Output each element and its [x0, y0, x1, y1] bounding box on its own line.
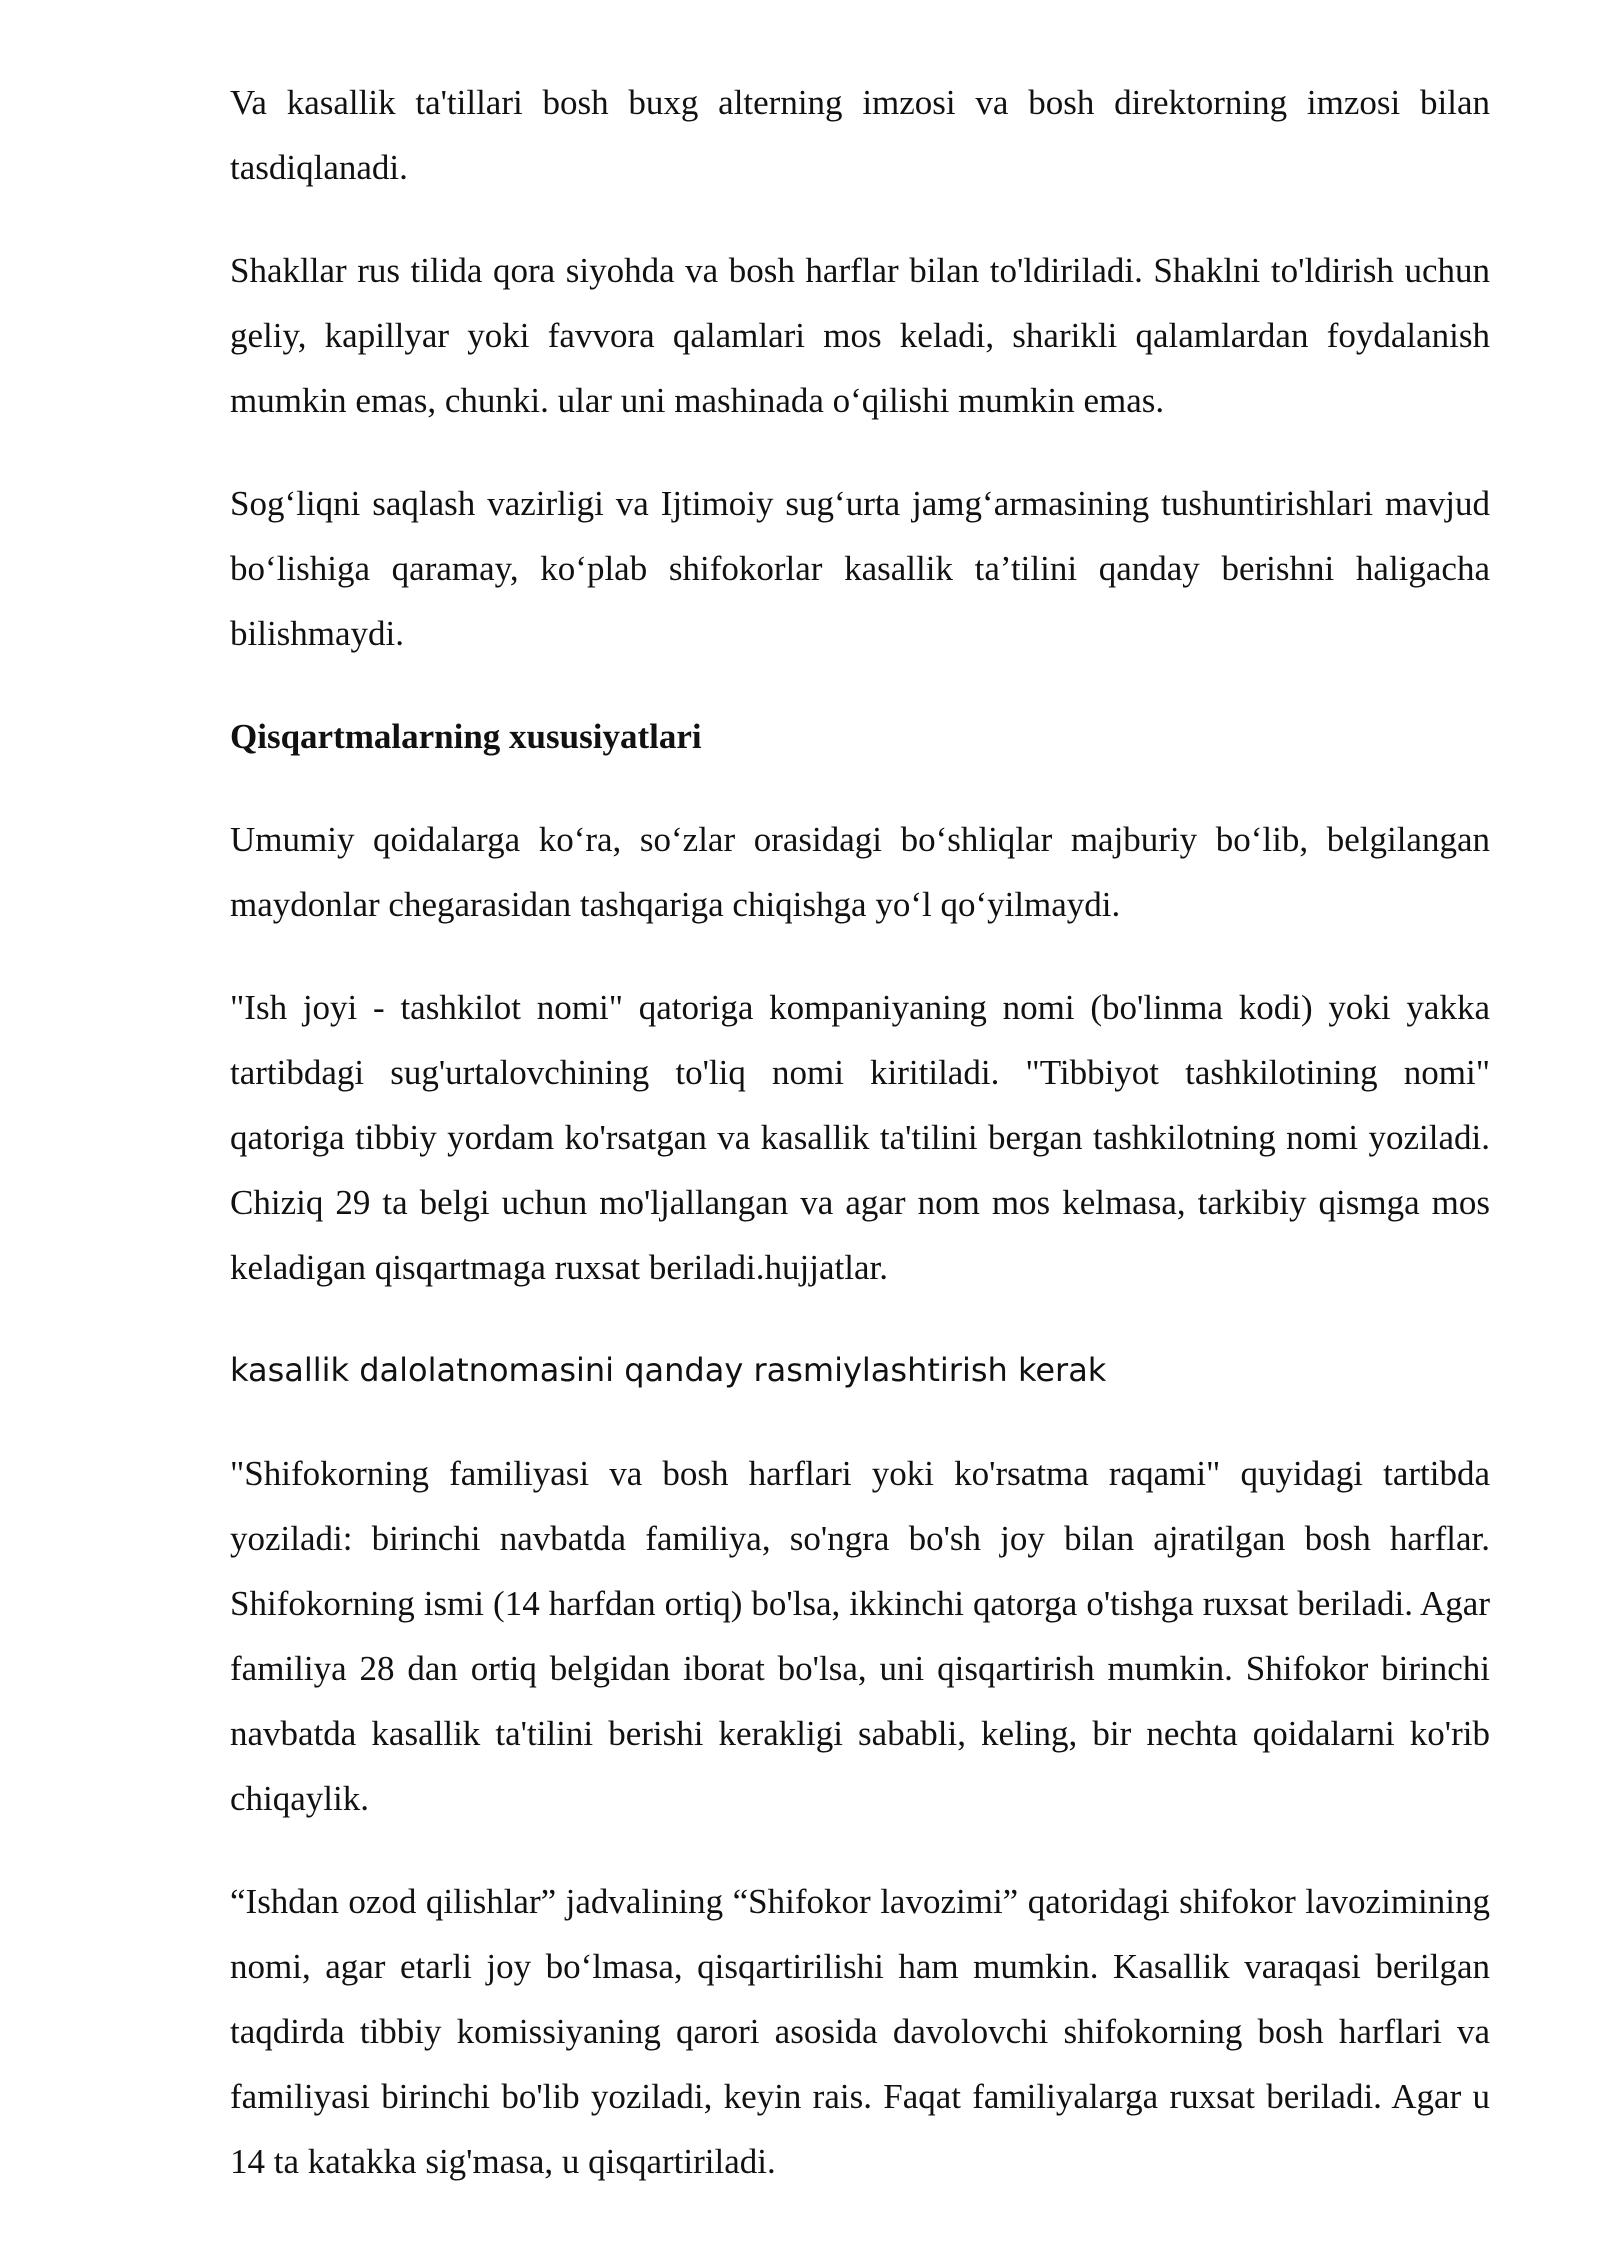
section-heading-how-to-issue: kasallik dalolatnomasini qanday rasmiylashtirish kerak [230, 1351, 1107, 1389]
paragraph-doctor-position: “Ishdan ozod qilishlar” jadvalining “Shifokor lavozimi” qatoridagi shifokor lavozimining nomi, agar etarli joy bo‘lmasa, qisqartirilishi ham mumkin. Kasallik varaqasi berilgan taqdirda tibbiy komissiyaning qarori asosida davolovchi shifokorning bosh harflari va familiyasi birinchi bo'lib yoziladi, keyin rais. Faqat familiyalarga ruxsat beriladi. Agar u 14 ta katakka sig'masa, u qisqartiriladi. [230, 1882, 1490, 2181]
paragraph-ministry-explanations: Sog‘liqni saqlash vazirligi va Ijtimoiy sug‘urta jamg‘armasining tushuntirishlari mavjud bo‘lishiga qaramay, ko‘plab shifokorlar kasallik ta’tilini qanday berishni haligacha bilishmaydi. [230, 484, 1490, 653]
document-page [230, 70, 1490, 2232]
paragraph-form-filling: Shakllar rus tilida qora siyohda va bosh harflar bilan to'ldiriladi. Shaklni to'ldirish uchun geliy, kapillyar yoki favvora qalamlari mos keladi, sharikli qalamlardan foydalanish mumkin emas, chunki. ular uni mashinada o‘qilishi mumkin emas. [230, 251, 1490, 420]
paragraph-spacing-rules: Umumiy qoidalarga ko‘ra, so‘zlar orasidagi bo‘shliqlar majburiy bo‘lib, belgilangan maydonlar chegarasidan tashqariga chiqishga yo‘l qo‘yilmaydi. [230, 820, 1490, 924]
paragraph-doctor-name: "Shifokorning familiyasi va bosh harflari yoki ko'rsatma raqami" quyidagi tartibda yoziladi: birinchi navbatda familiya, so'ngra bo'sh joy bilan ajratilgan bosh harflar. Shifokorning ismi (14 harfdan ortiq) bo'lsa, ikkinchi qatorga o'tishga ruxsat beriladi. Agar familiya 28 dan ortiq belgidan iborat bo'lsa, uni qisqartirish mumkin. Shifokor birinchi navbatda kasallik ta'tilini berishi kerakligi sababli, keling, bir nechta qoidalarni ko'rib chiqaylik. [230, 1454, 1490, 1818]
paragraph-organization-name: "Ish joyi - tashkilot nomi" qatoriga kompaniyaning nomi (bo'linma kodi) yoki yakka tartibdagi sug'urtalovchining to'liq nomi kiritiladi. "Tibbiyot tashkilotining nomi" qatoriga tibbiy yordam ko'rsatgan va kasallik ta'tilini bergan tashkilotning nomi yoziladi. Chiziq 29 ta belgi uchun mo'ljallangan va agar nom mos kelmasa, tarkibiy qismga mos keladigan qisqartmaga ruxsat beriladi.hujjatlar. [230, 988, 1490, 1287]
paragraph-signature-approval: Va kasallik ta'tillari bosh buxg alterning imzosi va bosh direktorning imzosi bilan tasdiqlanadi. [230, 83, 1490, 187]
section-heading-abbreviations: Qisqartmalarning xususiyatlari [230, 717, 702, 756]
